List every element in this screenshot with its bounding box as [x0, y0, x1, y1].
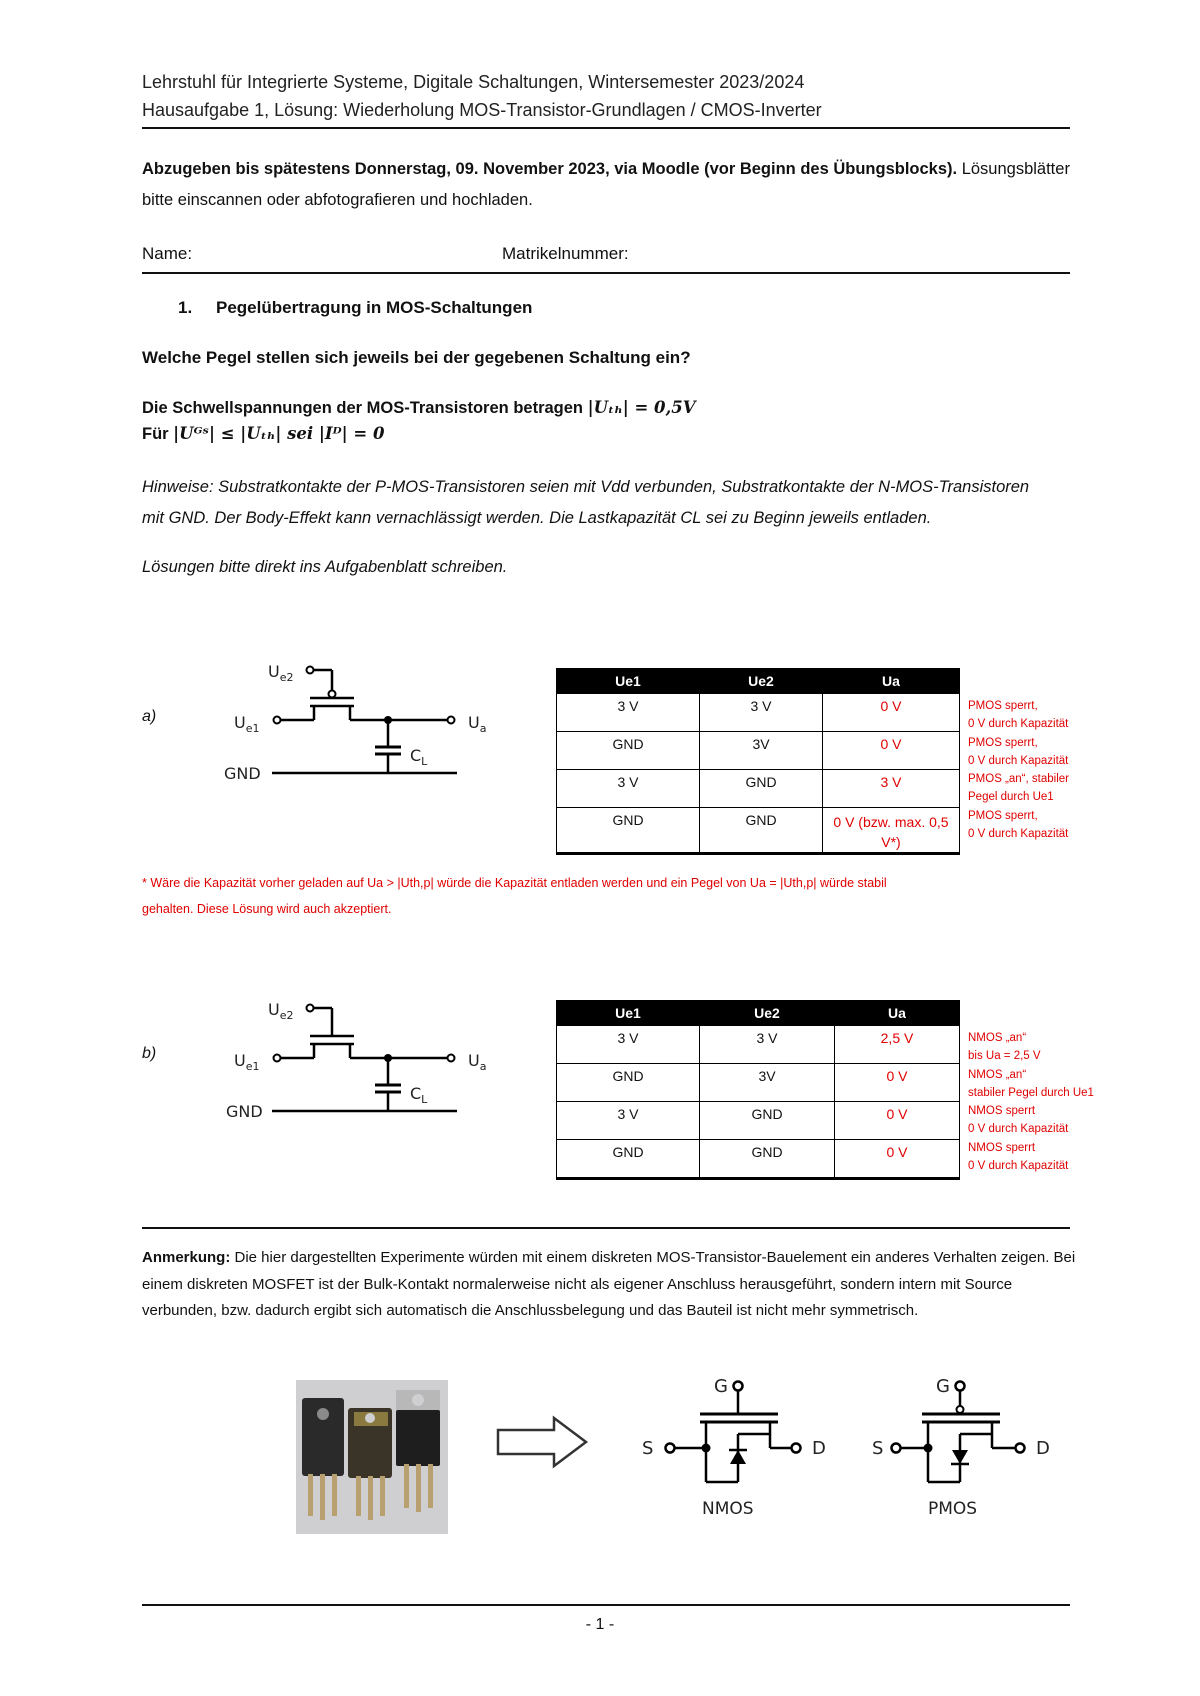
cell-ue1: GND: [557, 808, 700, 854]
circuit-a-cl: $C_L$: [410, 746, 428, 768]
part-b-table: [556, 1000, 960, 1180]
circuit-b-ue2: $U_{e2}$: [268, 1000, 294, 1022]
nmos-d-label: D: [812, 1438, 826, 1459]
section-number: 1.: [178, 298, 193, 317]
cell-ue2: GND: [700, 1140, 835, 1179]
circuit-b-gnd: GND: [226, 1102, 263, 1121]
part-b-note-2: NMOS „an“ stabiler Pegel durch Ue1: [968, 1069, 1094, 1099]
cell-ue2: GND: [700, 770, 823, 808]
circuit-a-ua: $U_a$: [468, 713, 487, 735]
cell-ue1: 3 V: [557, 770, 700, 808]
pmos-g-label: G: [936, 1376, 950, 1397]
part-a-note-1: PMOS sperrt, 0 V durch Kapazität: [968, 700, 1069, 730]
cell-ua: 2,5 V: [835, 1026, 960, 1064]
cell-ue1: GND: [557, 732, 700, 770]
nmos-g-label: G: [714, 1376, 728, 1397]
cell-ue2: GND: [700, 808, 823, 854]
threshold-line-2: [142, 424, 384, 444]
part-a-note-3: PMOS „an“, stabiler Pegel durch Ue1: [968, 773, 1069, 803]
circuit-a-ue1: $U_{e1}$: [234, 713, 260, 735]
cell-ua: 0 V: [823, 732, 960, 770]
name-label: Name:: [142, 244, 193, 263]
cell-ua: 0 V: [835, 1140, 960, 1179]
fields-divider: [142, 272, 1070, 274]
table-row: [557, 1140, 960, 1179]
section-title: Pegelübertragung in MOS-Schaltungen: [216, 298, 533, 317]
pmos-symbol: [870, 1370, 1070, 1520]
hints: Hinweise: Substratkontakte der P-MOS-Transistoren seien mit Vdd verbunden, Substratkontakte der N-MOS-Transistoren mit GND. Der Body-Effekt kann vernachlässigt werden. Die Lastkapazität CL sei zu Beginn jeweils entladen.: [142, 478, 1030, 527]
part-b-note-4: NMOS sperrt 0 V durch Kapazität: [968, 1142, 1069, 1172]
header-ue2: Ue2: [700, 1001, 835, 1026]
circuit-a-gnd: GND: [224, 764, 261, 783]
cell-ue2: GND: [700, 1102, 835, 1140]
arrow-right-icon: [496, 1416, 588, 1468]
cell-ua: 0 V: [835, 1064, 960, 1102]
submission-note: [142, 154, 1072, 216]
cell-ue2: 3 V: [700, 1026, 835, 1064]
circuit-b-cl: $C_L$: [410, 1084, 428, 1106]
part-b-note-1: NMOS „an“ bis Ua = 2,5 V: [968, 1032, 1041, 1062]
cell-ua: 0 V: [835, 1102, 960, 1140]
header-ue1: Ue1: [557, 1001, 700, 1026]
cell-ue2: 3 V: [700, 694, 823, 732]
part-b-note-3: NMOS sperrt 0 V durch Kapazität: [968, 1105, 1069, 1135]
header-line-1: Lehrstuhl für Integrierte Systeme, Digitale Schaltungen, Wintersemester 2023/2024: [142, 72, 805, 92]
circuit-b-nmos: [220, 993, 487, 1128]
table-row: [557, 1026, 960, 1064]
part-b-label: b): [142, 1045, 157, 1062]
header-divider: [142, 127, 1070, 129]
footer-divider: [142, 1604, 1070, 1606]
threshold-formula: |Uₜₕ| = 0,5V: [587, 398, 696, 417]
pmos-label: PMOS: [928, 1499, 978, 1519]
hints-solutions: Lösungen bitte direkt ins Aufgabenblatt schreiben.: [142, 558, 508, 576]
part-a-table: [556, 668, 960, 855]
cell-ue1: 3 V: [557, 694, 700, 732]
header-ue1: Ue1: [557, 669, 700, 694]
cell-ue1: 3 V: [557, 1102, 700, 1140]
table-row: [557, 1102, 960, 1140]
circuit-a-ue2: $U_{e2}$: [268, 662, 294, 684]
circuit-a-pmos: [220, 655, 487, 790]
part-a-note-4: PMOS sperrt, 0 V durch Kapazität: [968, 810, 1069, 840]
threshold-line-1: [142, 398, 696, 418]
remark: [142, 1245, 1077, 1325]
submission-instructions: Lösungsblätter bitte einscannen oder abfotografieren und hochladen.: [142, 160, 1070, 209]
threshold-line2-formula: |Uᴳˢ| ≤ |Uₜₕ| sei |Iᴰ| = 0: [173, 424, 385, 443]
remark-text: Die hier dargestellten Experimente würden mit einem diskreten MOS-Transistor-Bauelement ein anderes Verhalten zeigen. Bei einem diskreten MOSFET ist der Bulk-Kontakt normalerweise nicht als eigener Anschluss herausgeführt, sondern intern mit Source verbunden, bzw. dadurch ergibt sich automatisch die Anschlussbelegung und das Bauteil ist nicht mehr symmetrisch.: [142, 1249, 1076, 1319]
table-header-row: [557, 669, 960, 694]
cell-ue1: GND: [557, 1140, 700, 1179]
nmos-label: NMOS: [702, 1499, 754, 1519]
table-row: [557, 694, 960, 732]
table-row: [557, 808, 960, 854]
remark-label: Anmerkung:: [142, 1249, 231, 1266]
pmos-s-label: S: [872, 1438, 884, 1459]
table-header-row: [557, 1001, 960, 1026]
table-row: [557, 1064, 960, 1102]
circuit-b-ua: $U_a$: [468, 1051, 487, 1073]
question: Welche Pegel stellen sich jeweils bei der gegebenen Schaltung ein?: [142, 348, 691, 367]
header-line-2: Hausaufgabe 1, Lösung: Wiederholung MOS-Transistor-Grundlagen / CMOS-Inverter: [142, 100, 822, 120]
cell-ua: 0 V (bzw. max. 0,5 V*): [823, 808, 960, 854]
header-ua: Ua: [835, 1001, 960, 1026]
circuit-b-ue1: $U_{e1}$: [234, 1051, 260, 1073]
mosfet-photo: [296, 1380, 448, 1534]
threshold-prefix: Die Schwellspannungen der MOS-Transistoren betragen: [142, 399, 588, 417]
cell-ue1: 3 V: [557, 1026, 700, 1064]
remark-divider: [142, 1227, 1070, 1229]
part-a-footnote-2: gehalten. Diese Lösung wird auch akzeptiert.: [142, 902, 392, 916]
table-row: [557, 732, 960, 770]
cell-ue1: GND: [557, 1064, 700, 1102]
submission-deadline: Abzugeben bis spätestens Donnerstag, 09. November 2023, via Moodle (vor Beginn des Übungsblocks).: [142, 160, 958, 178]
cell-ue2: 3V: [700, 732, 823, 770]
part-a-footnote-1: * Wäre die Kapazität vorher geladen auf Ua > |Uth,p| würde die Kapazität entladen werden und ein Pegel von Ua = |Uth,p| würde stabil: [142, 876, 887, 890]
header-ue2: Ue2: [700, 669, 823, 694]
nmos-symbol: [640, 1370, 840, 1520]
cell-ue2: 3V: [700, 1064, 835, 1102]
matrikel-label: Matrikelnummer:: [502, 244, 629, 263]
pmos-d-label: D: [1036, 1438, 1050, 1459]
cell-ua: 3 V: [823, 770, 960, 808]
header-ua: Ua: [823, 669, 960, 694]
page-number: - 1 -: [585, 1616, 615, 1633]
table-row: [557, 770, 960, 808]
part-a-label: a): [142, 708, 157, 725]
cell-ua: 0 V: [823, 694, 960, 732]
part-a-note-2: PMOS sperrt, 0 V durch Kapazität: [968, 737, 1069, 767]
nmos-s-label: S: [642, 1438, 654, 1459]
threshold-line2-prefix: Für: [142, 425, 174, 443]
